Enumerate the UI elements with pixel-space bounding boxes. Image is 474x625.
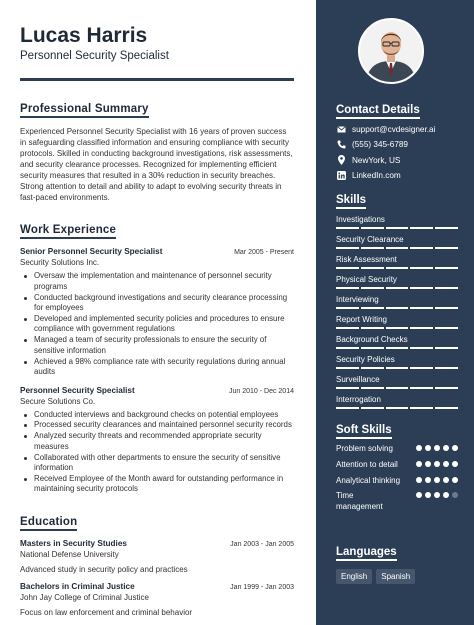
skill-level-segment (336, 287, 359, 289)
skill-level-segment (435, 287, 458, 289)
skill-level-segment (435, 387, 458, 389)
skill-level-segment (386, 387, 409, 389)
rating-dot (425, 477, 431, 483)
school: National Defense University (20, 549, 119, 559)
language-tag: Spanish (376, 569, 415, 584)
education-title: Education (20, 516, 77, 531)
job-bullet: Managed a team of security professionals to ensure the security of sensitive information (20, 335, 294, 356)
education-date: Jan 2003 - Jan 2005 (230, 540, 294, 548)
summary-section (20, 99, 294, 203)
mail-icon (336, 126, 346, 133)
skill-level-segment (410, 367, 433, 369)
skill-item (336, 355, 458, 369)
soft-skill-name: Analytical thinking (336, 475, 401, 485)
location-icon (336, 155, 346, 165)
degree: Bachelors in Criminal Justice (20, 581, 135, 591)
rating-dot (452, 461, 458, 467)
candidate-name: Lucas Harris (20, 24, 148, 47)
job-entry (20, 247, 294, 377)
skill-level-segment (386, 287, 409, 289)
skills-list (336, 215, 458, 409)
rating-dot (452, 477, 458, 483)
job-date: Jun 2010 - Dec 2014 (229, 387, 294, 395)
soft-skill-rating (416, 461, 458, 467)
sidebar (316, 0, 474, 625)
skills-section (336, 190, 458, 409)
skill-level-segment (410, 247, 433, 249)
skill-level-segment (361, 387, 384, 389)
rating-dot (443, 492, 449, 498)
rating-dot (425, 445, 431, 451)
contact-phone-text: (555) 345-6789 (352, 140, 408, 149)
skill-level-segment (410, 227, 433, 229)
contact-linkedin[interactable] (336, 171, 458, 180)
job-bullets (20, 271, 294, 377)
skill-level-segment (386, 247, 409, 249)
soft-skill-name: Problem solving (336, 444, 393, 453)
skill-name: Surveillance (336, 375, 380, 384)
experience-title: Work Experience (20, 224, 116, 239)
skill-level-segment (336, 267, 359, 269)
education-date: Jan 1999 - Jan 2003 (230, 583, 294, 591)
skill-level-segment (410, 407, 433, 409)
skill-level-segment (361, 287, 384, 289)
contact-email-text: support@cvdesigner.ai (352, 125, 436, 134)
summary-text: Experienced Personnel Security Specialist with 16 years of proven success in safeguarding classified information and ensuring compliance with security protocols. Skilled in conducting background investigations, risk assessments, and security clearance processes. Recognized for implementing efficient security measures that resulted in a 30% reduction in security breaches. Strong attention to detail and ability to adapt to evolving security threats in fast-paced environments. (20, 127, 293, 203)
skill-level-segment (386, 327, 409, 329)
skill-level-segment (336, 307, 359, 309)
skill-level-segment (336, 227, 359, 229)
job-bullet: Conducted interviews and background checks on potential employees (20, 410, 294, 420)
skill-item (336, 235, 458, 249)
skill-level-segment (410, 267, 433, 269)
rating-dot (443, 445, 449, 451)
skill-item (336, 395, 458, 409)
skill-level-segment (336, 407, 359, 409)
job-bullet: Oversaw the implementation and maintenance of personnel security programs (20, 271, 294, 292)
job-bullet: Achieved a 98% compliance rate with security regulations during annual audits (20, 357, 294, 378)
degree: Masters in Security Studies (20, 538, 127, 548)
experience-section (20, 220, 294, 495)
linkedin-icon (336, 171, 346, 180)
school: John Jay College of Criminal Justice (20, 592, 149, 602)
languages-title: Languages (336, 546, 397, 561)
skill-level-segment (336, 347, 359, 349)
education-entry (20, 539, 294, 574)
soft-skill-item (336, 476, 458, 487)
contact-location (336, 155, 458, 165)
skill-level-bar (336, 347, 458, 349)
skill-level-bar (336, 327, 458, 329)
job-title: Senior Personnel Security Specialist (20, 247, 163, 257)
skill-level-segment (410, 327, 433, 329)
skill-level-segment (435, 327, 458, 329)
education-section (20, 512, 294, 617)
job-bullet: Conducted background investigations and security clearance processing for employees (20, 293, 294, 314)
skill-level-segment (435, 247, 458, 249)
skill-level-segment (435, 227, 458, 229)
skill-item (336, 375, 458, 389)
job-bullets (20, 410, 294, 495)
rating-dot (434, 492, 440, 498)
contact-section (336, 100, 458, 180)
skill-name: Report Writing (336, 315, 387, 324)
soft-skill-item (336, 460, 458, 471)
language-tag: English (336, 569, 372, 584)
header-divider (20, 78, 294, 81)
skill-level-segment (386, 267, 409, 269)
soft-skill-rating (416, 477, 458, 483)
skill-level-segment (386, 347, 409, 349)
soft-skill-rating (416, 492, 458, 498)
rating-dot (452, 492, 458, 498)
skill-level-segment (386, 367, 409, 369)
job-bullet: Received Employee of the Month award for outstanding performance in maintaining security protocols (20, 474, 294, 495)
rating-dot (434, 445, 440, 451)
skill-name: Risk Assessment (336, 255, 397, 264)
job-title: Personnel Security Specialist (20, 385, 135, 395)
rating-dot (434, 461, 440, 467)
skill-level-segment (410, 287, 433, 289)
skill-level-segment (336, 387, 359, 389)
skill-level-segment (435, 267, 458, 269)
skill-level-segment (435, 367, 458, 369)
phone-icon (336, 140, 346, 149)
soft-skill-item (336, 491, 458, 513)
skill-name: Investigations (336, 215, 385, 224)
education-desc: Advanced study in security policy and practices (20, 564, 188, 574)
skill-level-bar (336, 407, 458, 409)
soft-skills-title: Soft Skills (336, 424, 392, 439)
rating-dot (416, 477, 422, 483)
job-bullet: Collaborated with other departments to ensure the security of sensitive information (20, 453, 294, 474)
skill-level-segment (410, 347, 433, 349)
skill-level-segment (386, 227, 409, 229)
contact-email[interactable] (336, 125, 458, 134)
skill-level-segment (386, 307, 409, 309)
skill-level-segment (410, 387, 433, 389)
candidate-role: Personnel Security Specialist (20, 50, 169, 63)
soft-skills-list (336, 444, 458, 513)
job-bullet: Processed security clearances and maintained personnel security records (20, 420, 294, 430)
soft-skill-name: Attention to detail (336, 459, 398, 469)
skill-level-segment (336, 367, 359, 369)
rating-dot (443, 477, 449, 483)
languages-section (336, 542, 458, 584)
skill-level-segment (361, 327, 384, 329)
skill-name: Interrogation (336, 395, 381, 404)
skill-item (336, 295, 458, 309)
skill-item (336, 255, 458, 269)
skill-item (336, 275, 458, 289)
skill-level-bar (336, 387, 458, 389)
rating-dot (425, 492, 431, 498)
skill-level-segment (336, 327, 359, 329)
skill-name: Security Clearance (336, 235, 404, 244)
rating-dot (425, 461, 431, 467)
rating-dot (416, 461, 422, 467)
skill-level-bar (336, 367, 458, 369)
soft-skill-item (336, 444, 458, 455)
skill-level-segment (386, 407, 409, 409)
job-bullet: Developed and implemented security policies and procedures to ensure compliance with government regulations (20, 314, 294, 335)
contact-location-text: NewYork, US (352, 155, 401, 165)
skill-level-segment (361, 407, 384, 409)
skill-level-bar (336, 287, 458, 289)
job-bullet: Analyzed security threats and recommended appropriate security measures (20, 431, 294, 452)
skill-level-segment (361, 267, 384, 269)
skill-level-bar (336, 267, 458, 269)
summary-title: Professional Summary (20, 103, 149, 118)
skill-level-bar (336, 307, 458, 309)
skill-item (336, 335, 458, 349)
education-entry (20, 582, 294, 617)
skill-item (336, 215, 458, 229)
contact-linkedin-text: LinkedIn.com (352, 171, 401, 180)
skills-title: Skills (336, 194, 366, 209)
skill-level-segment (361, 227, 384, 229)
contact-title: Contact Details (336, 104, 420, 119)
skill-level-segment (361, 247, 384, 249)
rating-dot (452, 445, 458, 451)
skill-level-segment (435, 347, 458, 349)
soft-skills-section (336, 420, 458, 513)
rating-dot (416, 492, 422, 498)
skill-name: Security Policies (336, 355, 395, 364)
soft-skill-name: Time management (336, 491, 383, 512)
soft-skill-rating (416, 445, 458, 451)
rating-dot (416, 445, 422, 451)
rating-dot (443, 461, 449, 467)
contact-phone[interactable] (336, 140, 458, 149)
skill-item (336, 315, 458, 329)
rating-dot (434, 477, 440, 483)
skill-level-segment (361, 307, 384, 309)
skill-level-bar (336, 227, 458, 229)
skill-name: Interviewing (336, 295, 379, 304)
education-desc: Focus on law enforcement and criminal behavior (20, 607, 193, 617)
skill-name: Background Checks (336, 335, 408, 344)
job-company: Secure Solutions Co. (20, 396, 96, 406)
job-entry (20, 386, 294, 495)
job-company: Security Solutions Inc. (20, 258, 100, 268)
skill-level-segment (361, 367, 384, 369)
skill-level-segment (435, 407, 458, 409)
skill-level-bar (336, 247, 458, 249)
skill-name: Physical Security (336, 275, 397, 284)
skill-level-segment (410, 307, 433, 309)
skill-level-segment (435, 307, 458, 309)
skill-level-segment (361, 347, 384, 349)
job-date: Mar 2005 - Present (234, 249, 294, 257)
profile-photo (358, 18, 424, 84)
languages-list (336, 569, 458, 584)
skill-level-segment (336, 247, 359, 249)
